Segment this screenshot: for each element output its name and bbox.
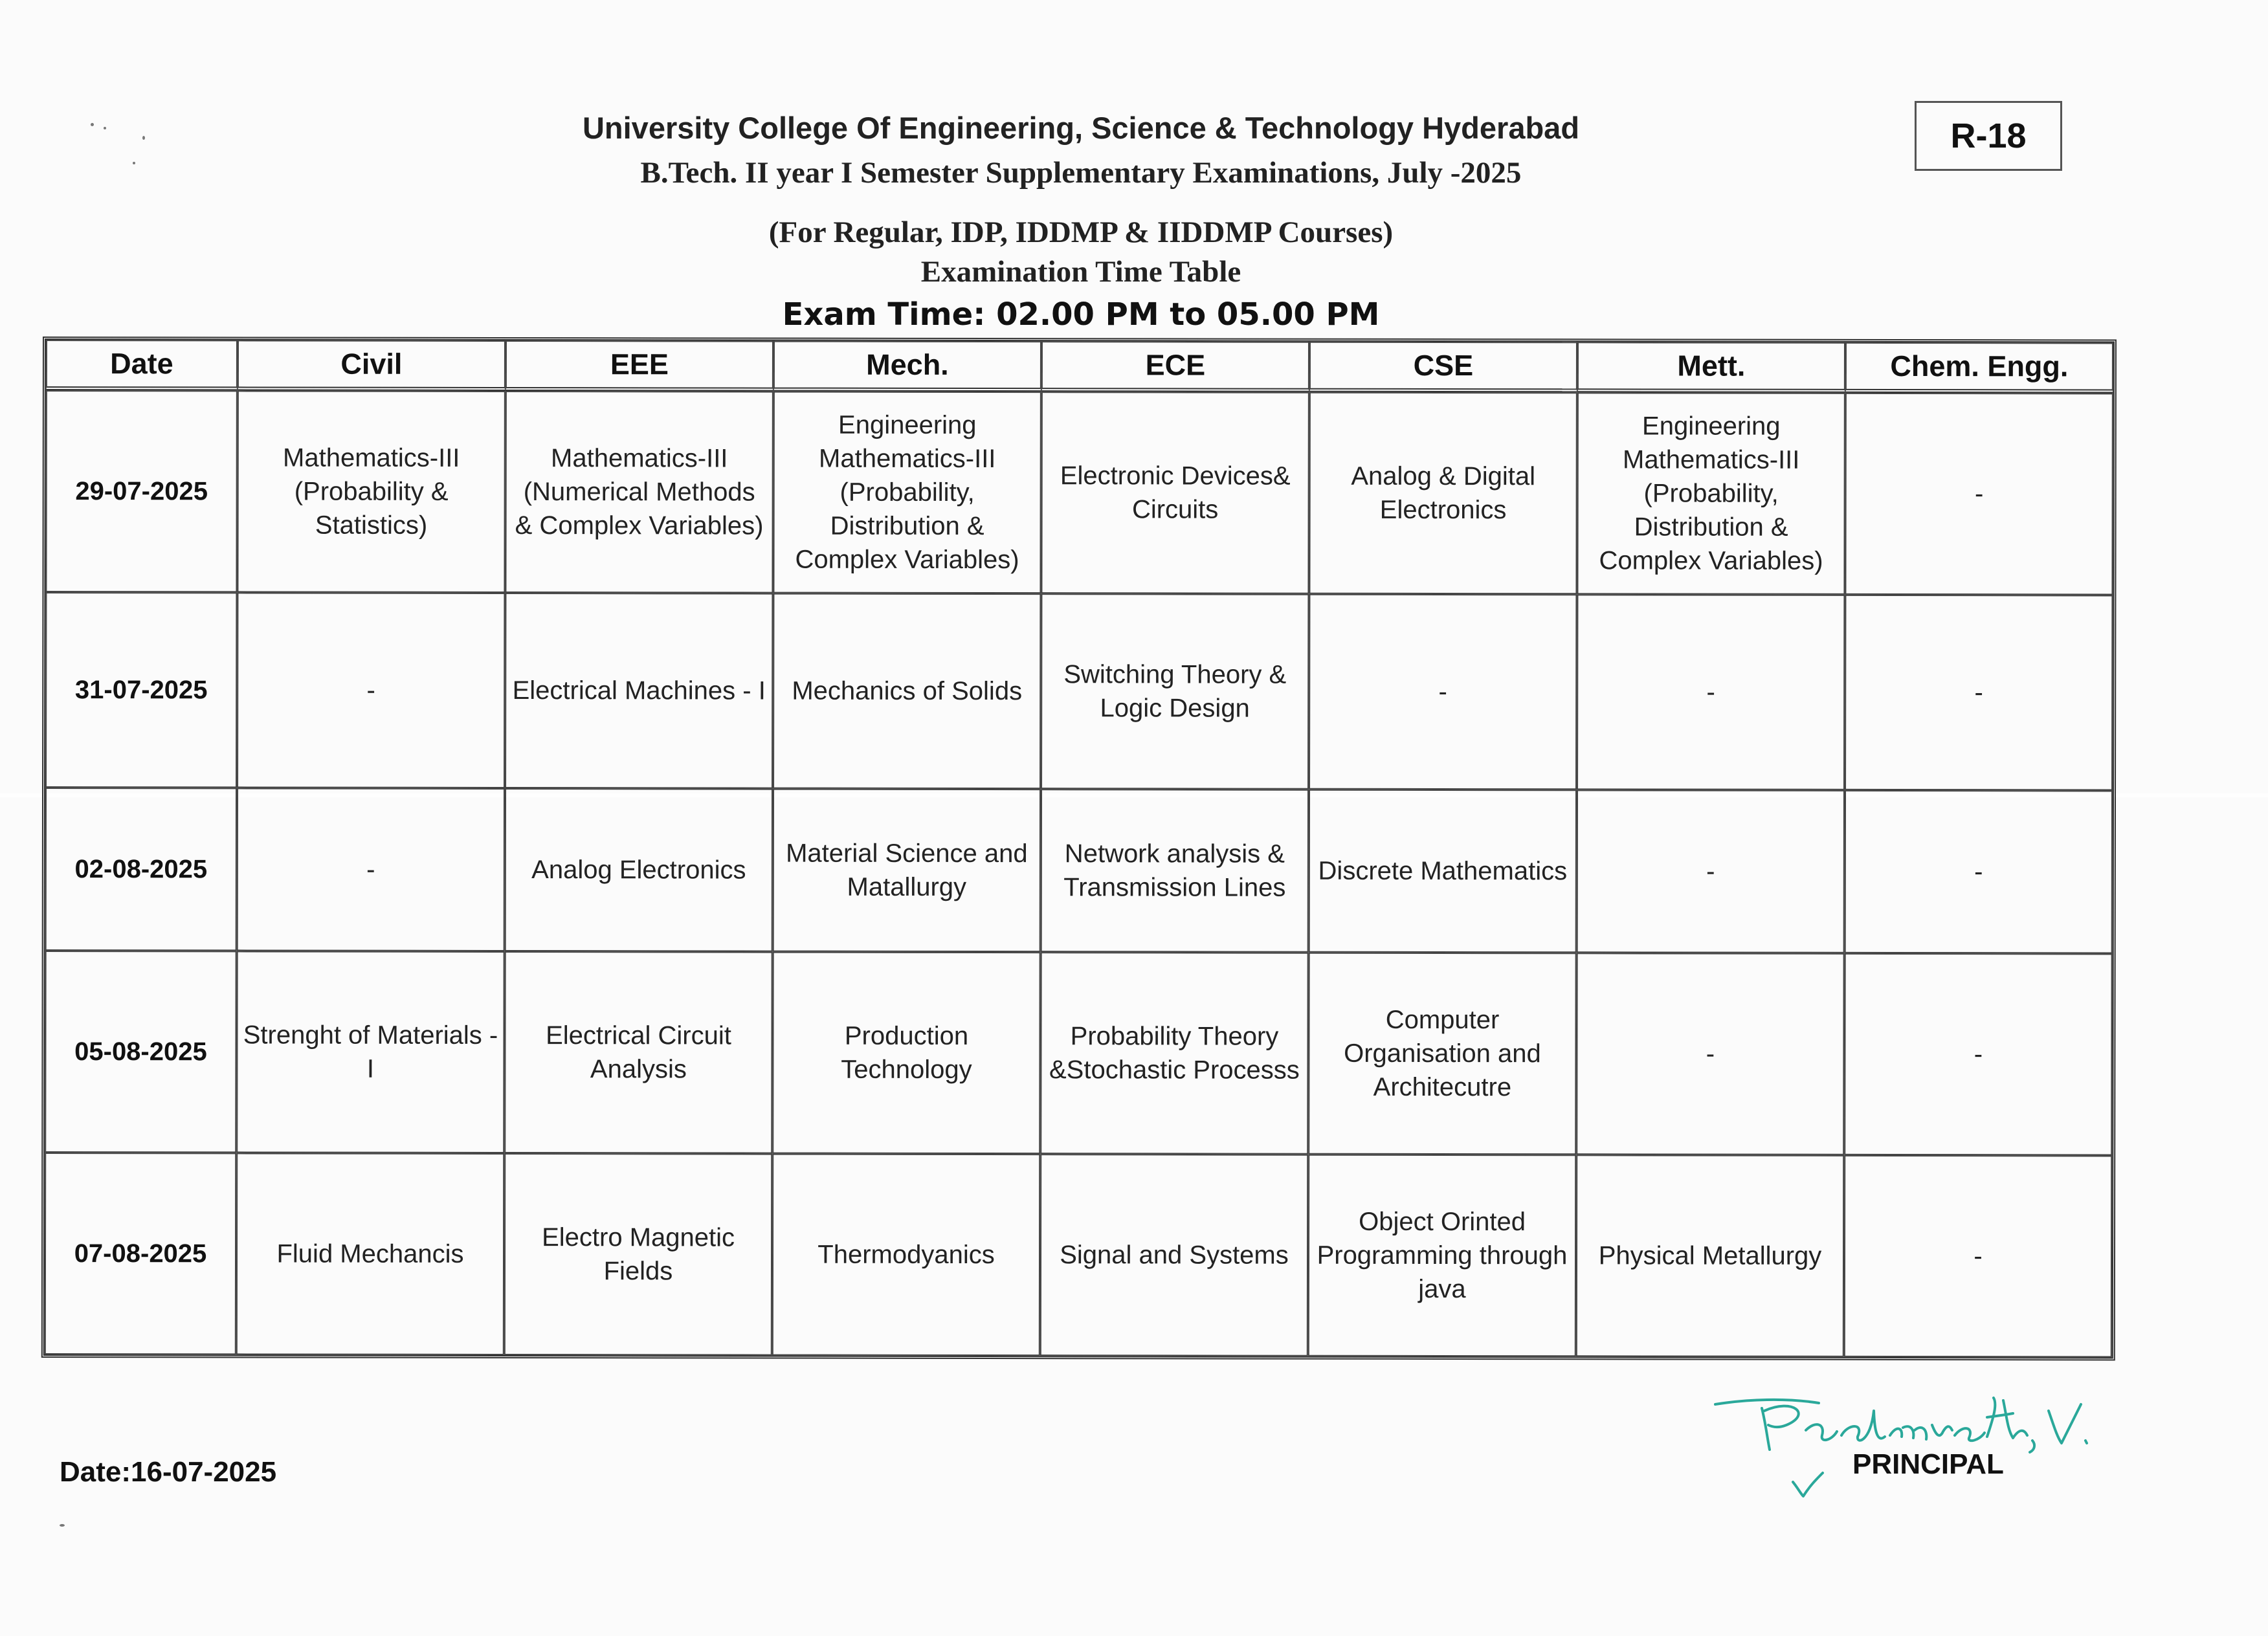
subject-cell: Computer Organisation and Architecutre xyxy=(1308,953,1576,1155)
exam-date: 31-07-2025 xyxy=(45,592,237,788)
table-header-row xyxy=(46,340,2113,393)
subject-cell: - xyxy=(237,592,505,788)
exam-time: Exam Time: 02.00 PM to 05.00 PM xyxy=(782,296,1380,333)
subject-cell: Switching Theory & Logic Design xyxy=(1041,593,1309,790)
subject-cell: - xyxy=(1845,595,2113,791)
subject-cell: Electrical Circuit Analysis xyxy=(504,951,772,1154)
exam-date: 07-08-2025 xyxy=(45,1153,236,1354)
column-header-date: Date xyxy=(46,340,238,390)
column-header-chem: Chem. Engg. xyxy=(1845,342,2113,393)
exam-date: 02-08-2025 xyxy=(45,788,237,951)
subject-cell: Electronic Devices& Circuits xyxy=(1041,392,1309,594)
courses-line: (For Regular, IDP, IDDMP & IIDDMP Courses) xyxy=(768,216,1394,249)
subject-cell: Electrical Machines - I xyxy=(505,593,773,789)
subject-cell: Production Technology xyxy=(772,952,1040,1155)
subject-cell: Mechanics of Solids xyxy=(773,593,1041,790)
subject-cell: - xyxy=(1845,393,2113,595)
subject-cell: - xyxy=(1844,953,2112,1156)
table-row xyxy=(45,951,2112,1155)
subject-cell: Analog Electronics xyxy=(505,788,773,952)
table-row xyxy=(45,390,2113,595)
subject-cell: Fluid Mechancis xyxy=(236,1153,504,1355)
column-header-mett: Mett. xyxy=(1577,342,1845,393)
column-header-mech: Mech. xyxy=(773,341,1041,392)
subject-cell: - xyxy=(1309,594,1577,790)
subject-cell: Discrete Mathematics xyxy=(1309,790,1577,953)
column-header-ece: ECE xyxy=(1041,341,1309,392)
column-header-eee: EEE xyxy=(506,340,773,392)
subject-cell: - xyxy=(1577,594,1845,790)
subject-cell: - xyxy=(1576,953,1844,1155)
table-row xyxy=(45,592,2113,790)
subject-cell: Analog & Digital Electronics xyxy=(1309,392,1577,595)
subject-cell: Strenght of Materials - I xyxy=(236,951,504,1153)
subject-cell: - xyxy=(1844,1155,2112,1358)
subject-cell: Engineering Mathematics-III (Probability, Distribution & Complex Variables) xyxy=(1577,392,1845,595)
subject-cell: Physical Metallurgy xyxy=(1576,1155,1844,1357)
subject-cell: - xyxy=(1577,790,1845,953)
university-name: University College Of Engineering, Science & Technology Hyderabad xyxy=(582,111,1580,145)
subject-cell: Signal and Systems xyxy=(1040,1154,1308,1356)
exam-date: 29-07-2025 xyxy=(45,390,237,592)
subject-cell: Mathematics-III (Numerical Methods & Complex Variables) xyxy=(505,391,773,593)
timetable-title: Examination Time Table xyxy=(920,255,1241,289)
exam-title: B.Tech. II year I Semester Supplementary Examinations, July -2025 xyxy=(640,156,1522,190)
exam-timetable xyxy=(41,337,2117,1360)
subject-cell: Probability Theory &Stochastic Processs xyxy=(1040,952,1308,1155)
subject-cell: Thermodyanics xyxy=(772,1154,1040,1356)
subject-cell: Network analysis & Transmission Lines xyxy=(1041,789,1309,953)
principal-label: PRINCIPAL xyxy=(1852,1448,2004,1480)
subject-cell: Material Science and Matallurgy xyxy=(773,789,1041,953)
subject-cell: - xyxy=(1845,790,2113,954)
exam-date: 05-08-2025 xyxy=(45,951,236,1153)
regulation-badge: R-18 xyxy=(1915,101,2062,171)
table-row xyxy=(45,1153,2112,1357)
subject-cell: Engineering Mathematics-III (Probability, Distribution & Complex Variables) xyxy=(773,392,1041,594)
issue-date: Date:16-07-2025 xyxy=(60,1456,277,1488)
column-header-civil: Civil xyxy=(238,340,506,391)
subject-cell: Object Orinted Programming through java xyxy=(1308,1155,1576,1357)
subject-cell: - xyxy=(237,788,505,951)
subject-cell: Electro Magnetic Fields xyxy=(504,1153,772,1356)
subject-cell: Mathematics-III (Probability & Statistics) xyxy=(237,390,505,593)
column-header-cse: CSE xyxy=(1309,342,1577,393)
table-row xyxy=(45,788,2113,953)
